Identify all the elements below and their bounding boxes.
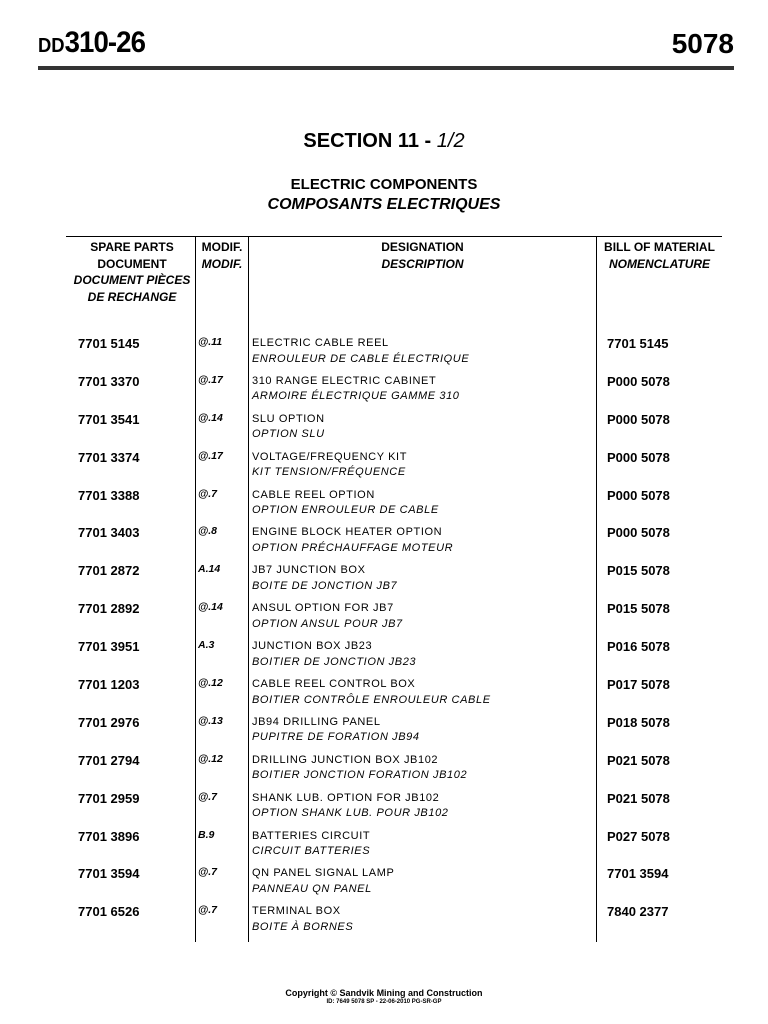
spare-parts-document-number: 7701 1203 xyxy=(78,677,140,693)
section-title-text: SECTION 11 - xyxy=(303,130,437,152)
bill-of-material-number: P000 5078 xyxy=(607,449,670,465)
table-row xyxy=(0,563,768,601)
designation xyxy=(252,715,420,746)
designation-french: OPTION ANSUL POUR JB7 xyxy=(252,617,403,630)
spare-parts-document-number: 7701 3594 xyxy=(78,866,140,882)
bill-of-material-number: P018 5078 xyxy=(607,714,670,730)
designation-french: CIRCUIT BATTERIES xyxy=(252,845,371,858)
designation-french: PUPITRE DE FORATION JB94 xyxy=(252,731,420,744)
bill-of-material-number: 7701 5145 xyxy=(607,336,669,351)
table-row xyxy=(0,488,768,526)
modif-code: @.17 xyxy=(198,449,223,462)
designation-french: BOITE DE JONCTION JB7 xyxy=(252,579,398,592)
designation xyxy=(252,412,325,443)
designation xyxy=(252,904,353,935)
designation xyxy=(252,336,469,367)
designation xyxy=(252,525,453,556)
designation xyxy=(252,374,460,405)
document-code xyxy=(38,26,145,60)
modif-code: B.9 xyxy=(198,828,215,841)
modif-code: @.7 xyxy=(198,866,217,879)
spare-parts-document-number: 7701 3541 xyxy=(78,411,140,427)
bill-of-material-number: P000 5078 xyxy=(607,411,670,427)
designation-english: CABLE REEL OPTION xyxy=(252,488,375,501)
designation-english: ENGINE BLOCK HEATER OPTION xyxy=(252,526,443,539)
table-row xyxy=(0,866,768,904)
column-header-modif xyxy=(196,239,248,272)
spare-parts-document-number: 7701 3388 xyxy=(78,487,140,503)
spare-parts-document-number: 7701 2872 xyxy=(78,563,140,579)
header-rule xyxy=(38,66,734,70)
title-english: ELECTRIC COMPONENTS xyxy=(290,176,478,193)
bill-of-material-number: 7840 2377 xyxy=(607,904,669,920)
column-header-en: MODIF. xyxy=(201,240,243,254)
modif-code: @.12 xyxy=(198,677,223,690)
column-header-en: SPARE PARTS DOCUMENT xyxy=(90,240,174,271)
designation-french: ARMOIRE ÉLECTRIQUE GAMME 310 xyxy=(252,390,460,403)
spare-parts-document-number: 7701 2794 xyxy=(78,752,140,768)
modif-code: @.11 xyxy=(198,336,223,348)
modif-code: @.14 xyxy=(198,411,223,424)
designation-french: OPTION SLU xyxy=(252,428,325,441)
designation xyxy=(252,601,403,632)
table-row xyxy=(0,639,768,677)
table-row xyxy=(0,829,768,867)
page-header xyxy=(38,26,734,68)
designation xyxy=(252,488,439,519)
table-top-rule xyxy=(66,236,722,237)
designation xyxy=(252,450,407,481)
designation-english: QN PANEL SIGNAL LAMP xyxy=(252,867,395,880)
bill-of-material-number: P016 5078 xyxy=(607,639,670,655)
bill-of-material-number: P021 5078 xyxy=(607,752,670,768)
modif-code: @.12 xyxy=(198,752,223,765)
bill-of-material-number: P027 5078 xyxy=(607,828,670,844)
bill-of-material-number: P015 5078 xyxy=(607,563,670,579)
designation xyxy=(252,866,394,897)
table-row xyxy=(0,677,768,715)
designation-english: DRILLING JUNCTION BOX JB102 xyxy=(252,753,439,766)
bill-of-material-number: P015 5078 xyxy=(607,601,670,617)
designation-french: OPTION ENROULEUR DE CABLE xyxy=(252,504,439,517)
footer-copyright: Copyright © Sandvik Mining and Construction xyxy=(285,988,483,998)
column-header-bill-of-material xyxy=(597,239,722,272)
table-row xyxy=(0,412,768,450)
designation-french: BOITE À BORNES xyxy=(252,920,354,933)
spare-parts-document-number: 7701 3403 xyxy=(78,525,140,541)
column-header-en: DESIGNATION xyxy=(381,240,464,254)
designation-english: TERMINAL BOX xyxy=(252,905,341,918)
title-french: COMPOSANTS ELECTRIQUES xyxy=(267,196,501,213)
modif-code: @.17 xyxy=(198,373,223,386)
modif-code: A.3 xyxy=(198,639,215,652)
designation-english: CABLE REEL CONTROL BOX xyxy=(252,678,416,691)
designation-french: BOITIER CONTRÔLE ENROULEUR CABLE xyxy=(252,693,491,706)
designation xyxy=(252,829,370,860)
document-code-prefix: DD xyxy=(38,35,65,57)
modif-code: @.13 xyxy=(198,714,223,727)
document-code-number: 310-26 xyxy=(64,26,146,59)
column-header-fr: DOCUMENT PIÈCES DE RECHANGE xyxy=(73,273,191,304)
designation xyxy=(252,639,416,670)
table-row xyxy=(0,336,768,374)
designation-french: OPTION SHANK LUB. POUR JB102 xyxy=(252,807,449,820)
designation xyxy=(252,563,397,594)
section-title-fraction: 1/2 xyxy=(436,130,465,152)
column-header-designation xyxy=(249,239,596,272)
table-row xyxy=(0,525,768,563)
designation-english: JUNCTION BOX JB23 xyxy=(252,640,373,653)
spare-parts-document-number: 7701 3896 xyxy=(78,828,140,844)
bill-of-material-number: P017 5078 xyxy=(607,677,670,693)
footer-document-id: ID: 7649 5078 SP - 22-06-2010 PG-SR-GP xyxy=(326,999,442,1005)
spare-parts-document-number: 7701 3951 xyxy=(78,639,140,655)
bill-of-material-number: P000 5078 xyxy=(607,525,670,541)
column-header-fr: MODIF. xyxy=(201,256,243,271)
spare-parts-document-number: 7701 3370 xyxy=(78,373,140,389)
designation-french: PANNEAU QN PANEL xyxy=(252,882,372,895)
spare-parts-document-number: 7701 2959 xyxy=(78,790,140,806)
column-header-spare-parts xyxy=(66,239,198,305)
designation xyxy=(252,753,467,784)
designation-english: JB7 JUNCTION BOX xyxy=(252,564,366,577)
designation-english: 310 RANGE ELECTRIC CABINET xyxy=(252,374,437,387)
bill-of-material-number: P000 5078 xyxy=(607,373,670,389)
designation-english: SHANK LUB. OPTION FOR JB102 xyxy=(252,791,440,804)
spare-parts-document-number: 7701 2892 xyxy=(78,601,140,617)
spare-parts-document-number: 7701 6526 xyxy=(78,904,140,920)
modif-code: A.14 xyxy=(198,563,221,576)
table-row xyxy=(0,791,768,829)
designation-english: VOLTAGE/FREQUENCY KIT xyxy=(252,450,408,463)
table-row xyxy=(0,715,768,753)
spare-parts-document-number: 7701 5145 xyxy=(78,336,140,351)
modif-code: @.7 xyxy=(198,487,217,500)
modif-code: @.7 xyxy=(198,904,217,917)
bill-of-material-number: P021 5078 xyxy=(607,790,670,806)
designation-english: BATTERIES CIRCUIT xyxy=(252,829,371,842)
column-header-fr: NOMENCLATURE xyxy=(608,256,711,271)
designation-french: OPTION PRÉCHAUFFAGE MOTEUR xyxy=(252,541,454,554)
table-row xyxy=(0,904,768,942)
modif-code: @.14 xyxy=(198,601,223,614)
designation-french: BOITIER JONCTION FORATION JB102 xyxy=(252,769,468,782)
parts-table-body xyxy=(0,336,768,942)
section-title xyxy=(0,130,768,153)
table-row xyxy=(0,450,768,488)
table-row xyxy=(0,753,768,791)
bill-of-material-number: P000 5078 xyxy=(607,487,670,503)
designation xyxy=(252,677,491,708)
designation-english: SLU OPTION xyxy=(252,412,325,425)
spare-parts-document-number: 7701 3374 xyxy=(78,449,140,465)
designation-english: ANSUL OPTION FOR JB7 xyxy=(252,602,394,615)
modif-code: @.7 xyxy=(198,790,217,803)
designation-english: ELECTRIC CABLE REEL xyxy=(252,337,389,349)
designation-french: BOITIER DE JONCTION JB23 xyxy=(252,655,417,668)
modif-code: @.8 xyxy=(198,525,217,538)
bill-of-material-number: 7701 3594 xyxy=(607,866,669,882)
column-header-fr: DESCRIPTION xyxy=(381,256,464,271)
column-header-en: BILL OF MATERIAL xyxy=(604,240,715,254)
spare-parts-document-number: 7701 2976 xyxy=(78,714,140,730)
table-row xyxy=(0,374,768,412)
designation xyxy=(252,791,449,822)
document-number: 5078 xyxy=(671,28,734,59)
designation-english: JB94 DRILLING PANEL xyxy=(252,715,381,728)
designation-french: KIT TENSION/FRÉQUENCE xyxy=(252,466,406,479)
table-row xyxy=(0,601,768,639)
designation-french: ENROULEUR DE CABLE ÉLECTRIQUE xyxy=(252,352,470,365)
